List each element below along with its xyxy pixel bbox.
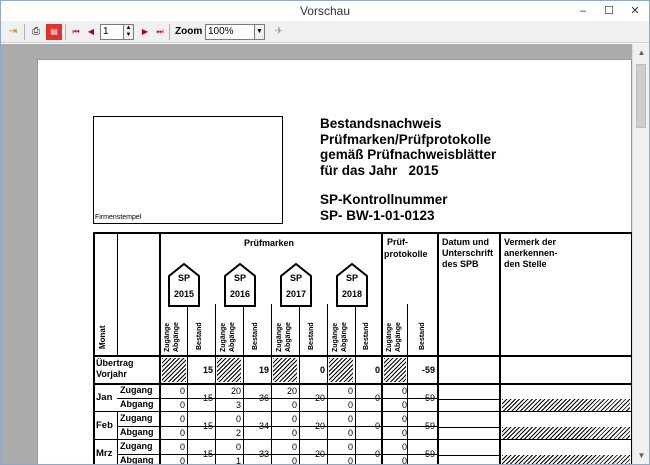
za-value: 0 xyxy=(347,442,353,452)
bestand-value: 15 xyxy=(202,393,213,403)
month-header: Monat xyxy=(98,325,107,349)
za-value: 0 xyxy=(401,400,407,410)
za-value: 0 xyxy=(347,414,353,424)
bestand-header: Bestand xyxy=(308,322,315,350)
za-header: Zugänge Abgänge xyxy=(332,322,348,352)
find-icon[interactable]: ✈ xyxy=(274,26,284,37)
bestand-value: 15 xyxy=(202,449,213,459)
month-label: Mrz xyxy=(96,448,113,459)
uebertrag-value: 15 xyxy=(202,365,213,375)
za-value: 0 xyxy=(401,442,407,452)
exit-icon[interactable]: ⇥ xyxy=(8,26,18,37)
separator xyxy=(24,24,25,40)
za-value: 0 xyxy=(401,414,407,424)
za-value: 0 xyxy=(401,456,407,464)
control-number: SP- BW-1-01-0123 xyxy=(320,207,435,223)
abgang-label: Abgang xyxy=(120,455,154,464)
za-value: 20 xyxy=(286,386,297,396)
za-value: 2 xyxy=(235,428,241,438)
report-heading xyxy=(320,116,496,224)
bestand-value: 15 xyxy=(202,421,213,431)
hatched-cell xyxy=(502,399,630,411)
first-page-icon[interactable]: ⏮ xyxy=(72,27,80,36)
sp-badge-2017: SP 2017 xyxy=(279,262,313,308)
za-value: 0 xyxy=(347,386,353,396)
za-value: 20 xyxy=(230,386,241,396)
zoom-select[interactable]: 100% xyxy=(205,24,255,40)
bestand-value: 34 xyxy=(258,421,269,431)
bestand-header: Bestand xyxy=(419,322,426,350)
uebertrag-value: 0 xyxy=(374,365,380,375)
za-value: 0 xyxy=(347,456,353,464)
heading-line: gemäß Prüfnachweisblätter xyxy=(320,147,497,163)
za-value: 0 xyxy=(179,400,185,410)
za-value: 0 xyxy=(179,428,185,438)
bestand-value: 36 xyxy=(258,393,269,403)
za-value: 0 xyxy=(401,428,407,438)
sp-badge-2018: SP 2018 xyxy=(335,262,369,308)
heading-line: für das Jahr 2015 xyxy=(320,162,439,178)
bestand-value: 20 xyxy=(314,421,325,431)
hatched-cell xyxy=(384,358,406,382)
za-value: 1 xyxy=(235,456,241,464)
abgang-label: Abgang xyxy=(120,427,154,437)
pruefprotokolle-header: protokolle xyxy=(384,249,428,259)
bestand-header: Bestand xyxy=(196,322,203,350)
hatched-cell xyxy=(502,427,630,439)
bestand-header: Bestand xyxy=(252,322,259,350)
zoom-label: Zoom xyxy=(175,26,203,37)
za-value: 0 xyxy=(347,428,353,438)
month-label: Jan xyxy=(96,392,113,403)
za-value: 0 xyxy=(235,414,241,424)
maximize-button[interactable]: ☐ xyxy=(604,5,614,17)
za-value: 0 xyxy=(401,386,407,396)
zoom-dropdown-icon[interactable]: ▼ xyxy=(254,24,265,40)
bestand-value: 33 xyxy=(258,449,269,459)
preview-area[interactable] xyxy=(1,44,632,464)
title-bar xyxy=(1,1,649,21)
last-page-icon[interactable]: ⏭ xyxy=(156,27,164,36)
za-value: 3 xyxy=(235,400,241,410)
minimize-button[interactable]: – xyxy=(579,5,587,17)
hatched-cell xyxy=(162,358,186,382)
hatched-cell xyxy=(217,358,241,382)
report-page xyxy=(37,59,632,464)
month-label: Feb xyxy=(96,420,113,431)
sp-badge-2016: SP 2016 xyxy=(223,262,257,308)
bestand-value: -59 xyxy=(421,393,435,403)
za-value: 0 xyxy=(347,400,353,410)
bestand-value: 0 xyxy=(374,393,380,403)
scroll-thumb[interactable] xyxy=(636,64,646,128)
page-spinner[interactable]: ▲ ▼ xyxy=(123,24,134,40)
za-value: 0 xyxy=(235,442,241,452)
sp-badge-2015: SP 2015 xyxy=(167,262,201,308)
za-header: Zugänge Abgänge xyxy=(276,322,292,352)
bestand-value: 0 xyxy=(374,421,380,431)
scroll-down-icon[interactable]: ▼ xyxy=(637,451,646,460)
company-stamp-box xyxy=(93,116,283,224)
bestand-value: 0 xyxy=(374,449,380,459)
scroll-up-icon[interactable]: ▲ xyxy=(637,48,646,57)
toolbar xyxy=(1,21,649,43)
za-value: 0 xyxy=(291,414,297,424)
bestand-value: 20 xyxy=(314,393,325,403)
prev-page-icon[interactable]: ◀ xyxy=(87,27,95,36)
uebertrag-value: 19 xyxy=(258,365,269,375)
za-value: 0 xyxy=(179,386,185,396)
close-button[interactable]: ✕ xyxy=(630,5,640,17)
heading-line: Prüfmarken/Prüfprotokolle xyxy=(320,131,492,147)
pdf-icon[interactable]: ▤ xyxy=(46,24,62,40)
separator xyxy=(65,24,66,40)
bestand-value: -59 xyxy=(421,449,435,459)
bestand-value: -59 xyxy=(421,421,435,431)
bestand-value: 20 xyxy=(314,449,325,459)
separator xyxy=(169,24,170,40)
uebertrag-value: 0 xyxy=(319,365,325,375)
print-icon[interactable]: ⎙ xyxy=(32,26,40,37)
control-number-label: SP-Kontrollnummer xyxy=(320,192,448,208)
za-value: 0 xyxy=(291,400,297,410)
za-value: 0 xyxy=(291,442,297,452)
zugang-label: Zugang xyxy=(120,441,153,451)
za-value: 0 xyxy=(291,428,297,438)
za-header: Zugänge Abgänge xyxy=(164,322,180,352)
za-value: 0 xyxy=(179,442,185,452)
za-header: Zugänge Abgänge xyxy=(386,322,402,352)
zugang-label: Zugang xyxy=(120,385,153,395)
za-value: 0 xyxy=(179,456,185,464)
inventory-table xyxy=(93,232,632,464)
datum-header: Datum und Unterschrift des SPB xyxy=(442,237,494,269)
hatched-cell xyxy=(273,358,297,382)
heading-line: Bestandsnachweis xyxy=(320,116,442,131)
hatched-cell xyxy=(502,455,630,464)
vertical-scrollbar[interactable] xyxy=(632,44,649,464)
pruefmarken-header: Prüfmarken xyxy=(244,238,295,248)
abgang-label: Abgang xyxy=(120,399,154,409)
window-title: Vorschau xyxy=(299,4,351,18)
uebertrag-label: Übertrag Vorjahr xyxy=(96,358,134,379)
za-header: Zugänge Abgänge xyxy=(220,322,236,352)
zugang-label: Zugang xyxy=(120,413,153,423)
bestand-header: Bestand xyxy=(363,322,370,350)
vermerk-header: Vermerk der anerkennen- den Stelle xyxy=(504,237,558,269)
next-page-icon[interactable]: ▶ xyxy=(141,27,149,36)
hatched-cell xyxy=(329,358,353,382)
za-value: 0 xyxy=(291,456,297,464)
za-value: 0 xyxy=(179,414,185,424)
page-number-input[interactable]: 1 xyxy=(100,24,124,40)
pruefprotokolle-header: Prüf- xyxy=(387,237,408,247)
stamp-label: Firmenstempel xyxy=(95,214,142,221)
uebertrag-value: -59 xyxy=(421,365,435,375)
